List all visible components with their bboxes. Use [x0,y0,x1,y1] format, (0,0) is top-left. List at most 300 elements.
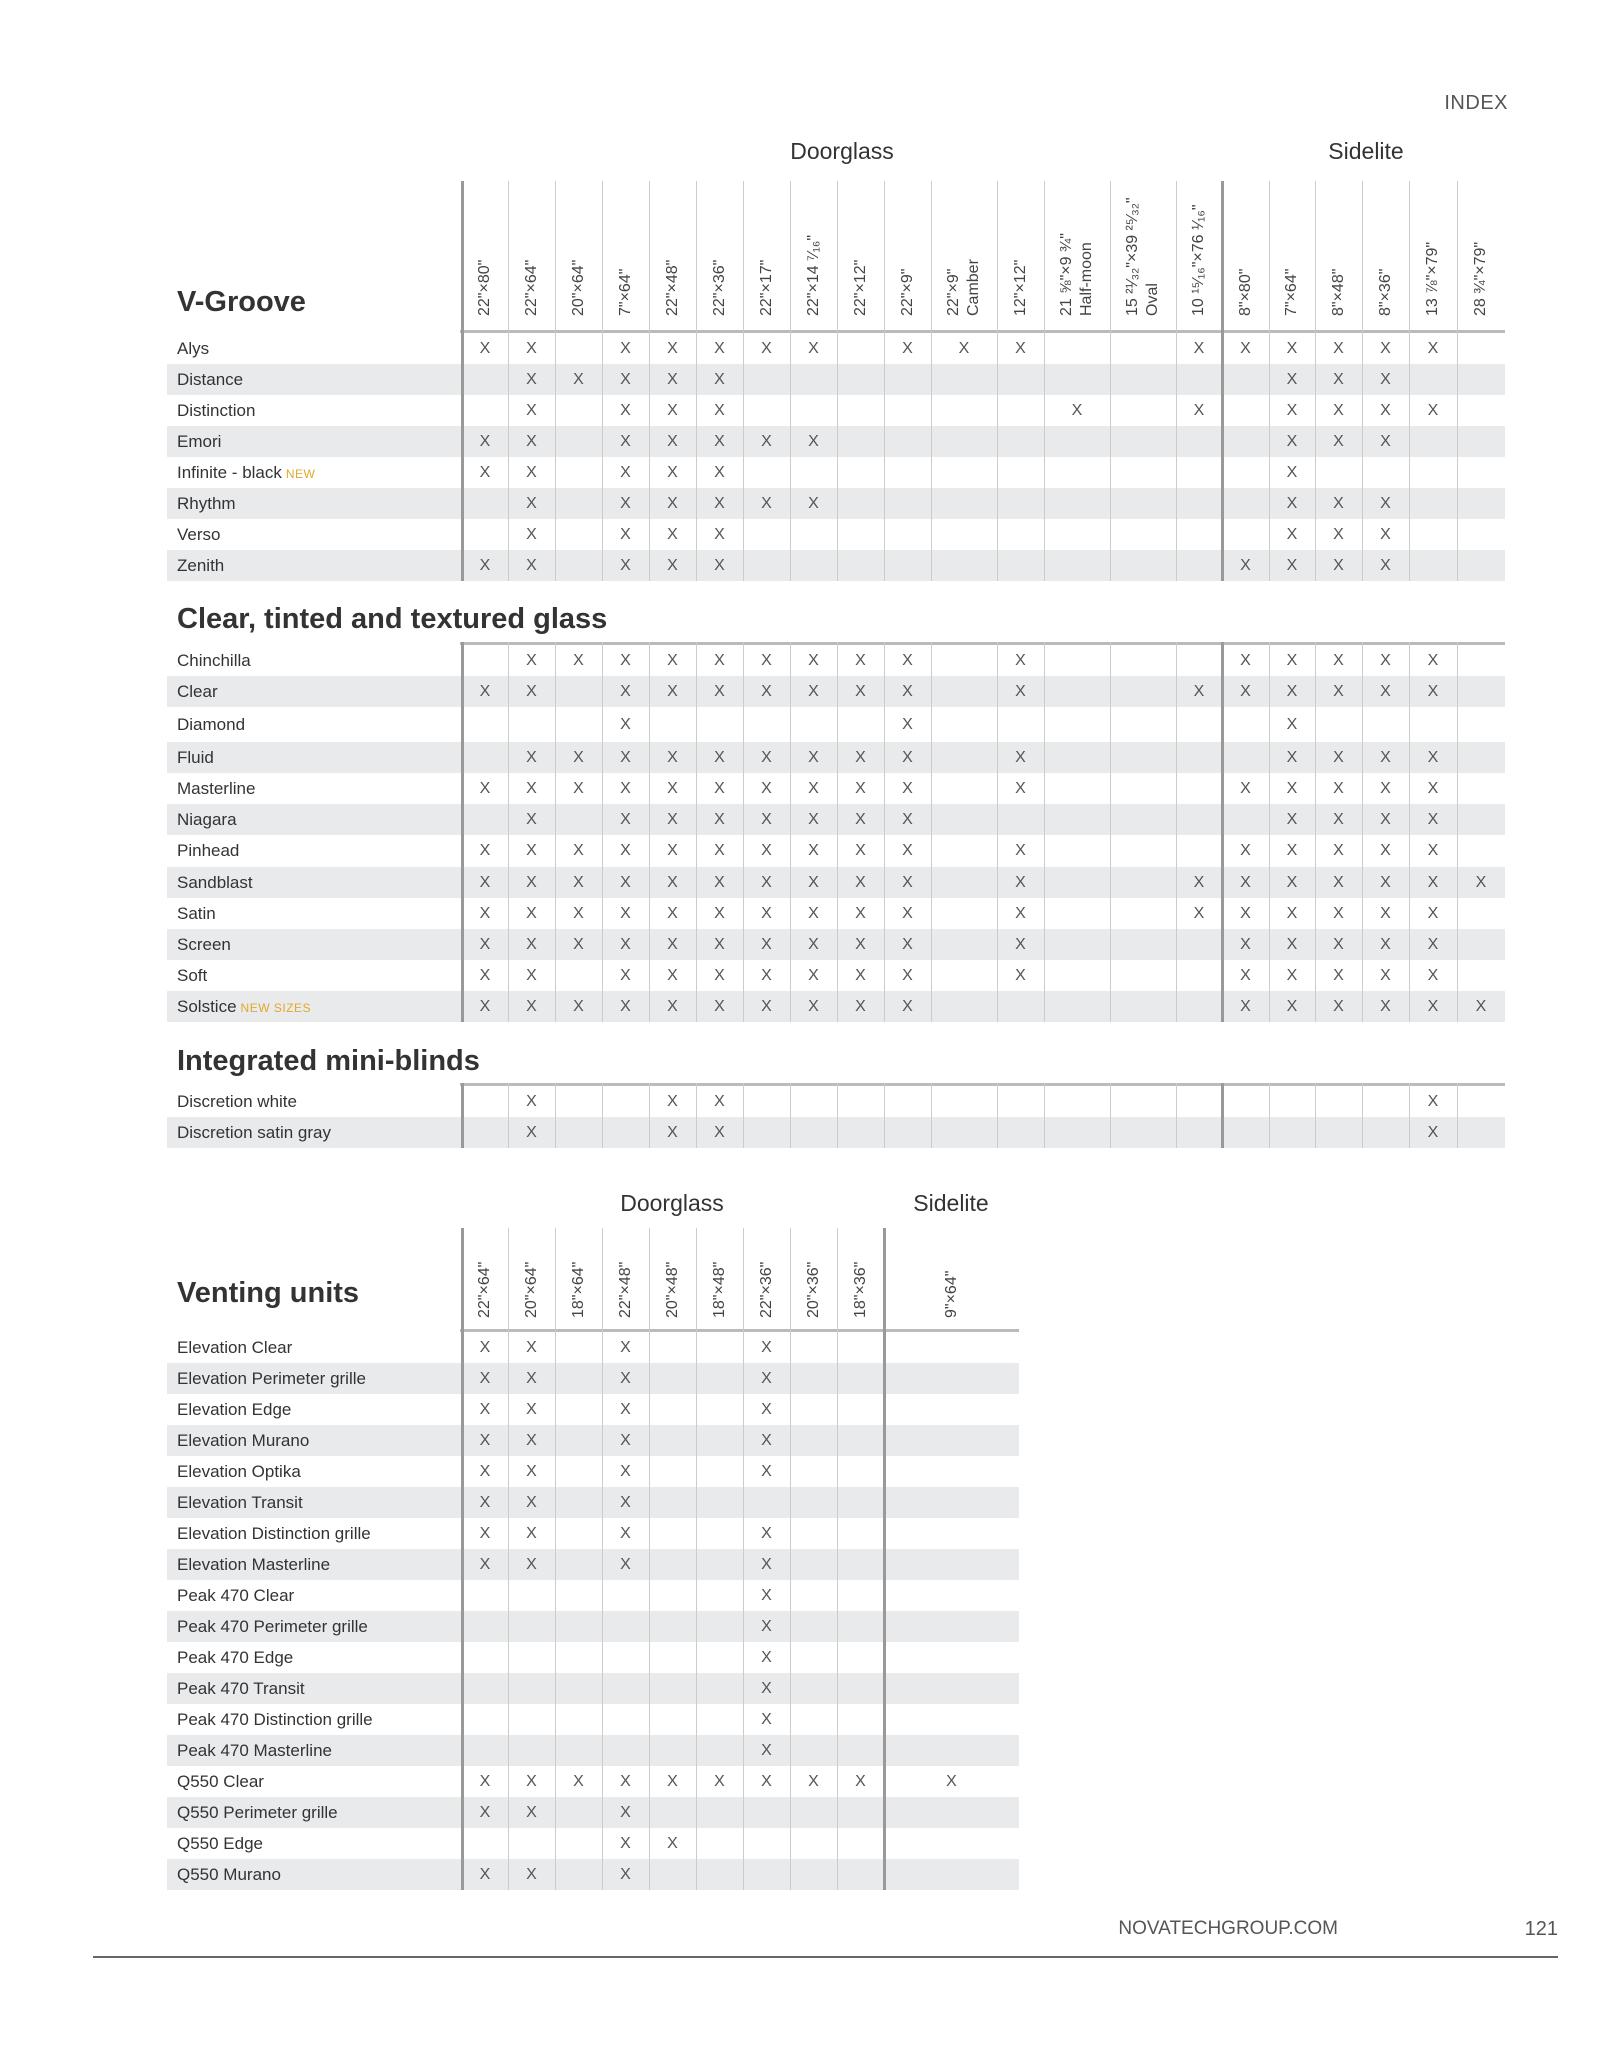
mark-cell: X [667,811,678,828]
table-row [167,1487,1019,1518]
column-divider [1044,181,1045,581]
column-divider [696,642,697,1022]
row-label [177,742,214,773]
mark-cell: X [573,780,584,797]
column-divider [649,1083,650,1148]
mark-cell: X [761,1773,772,1790]
row-label [177,426,221,457]
mark-cell: X [620,1401,631,1418]
mark-cell: X [1286,526,1298,543]
section-title: Venting units [177,1277,360,1309]
mark-cell: X [1380,842,1391,859]
mark-cell: X [1015,905,1026,922]
footer-website[interactable]: NOVATECHGROUP.COM [1118,1918,1338,1939]
mark-cell: X [855,842,866,859]
table-row [167,773,1505,804]
mark-cell: X [479,340,491,357]
group-label-doorglass: Doorglass [620,1190,724,1216]
row-label-text: Masterline [177,779,256,798]
column-header [1269,185,1315,330]
mark-cell: X [620,936,631,953]
column-header [743,185,790,330]
mark-cell: X [855,652,866,669]
table-row [167,1394,1019,1425]
mark-cell: X [902,811,913,828]
column-header-label [1189,204,1209,316]
mark-cell: X [1333,683,1344,700]
index-label: INDEX [1444,92,1508,114]
row-label-text: Screen [177,935,231,954]
column-header [555,185,602,330]
mark-cell: X [620,874,631,891]
row-label [177,676,218,707]
mark-cell: X [946,1773,957,1790]
mark-cell: X [1333,402,1344,419]
mark-cell: X [667,967,678,984]
table-row [167,1518,1019,1549]
mark-cell: X [667,1093,678,1110]
mark-cell: X [620,716,631,733]
column-header-line: 22"×36" [757,1261,775,1318]
mark-cell: X [620,749,631,766]
mark-cell: X [526,1093,537,1110]
mark-cell: X [714,967,725,984]
column-divider [1409,181,1410,581]
column-header-line: 28 ¾"×79" [1472,241,1489,316]
mark-cell: X [714,652,725,669]
column-header-label [569,1262,589,1318]
mark-cell: X [526,1494,537,1511]
row-label [177,898,216,929]
row-label-text: Distance [177,370,244,389]
mark-cell: X [1380,402,1391,419]
row-label-text: Q550 Clear [177,1772,264,1791]
column-header [508,185,555,330]
column-header [1409,185,1457,330]
row-label [177,773,255,804]
column-header-line: 20"×48" [663,1261,681,1318]
mark-cell: X [479,1525,491,1542]
column-header-line: 18"×48" [710,1261,728,1318]
column-header [790,1232,837,1332]
mark-cell: X [761,780,772,797]
table-row [167,898,1505,929]
mark-cell: X [1015,967,1026,984]
column-header-label [710,1262,730,1318]
mark-cell: X [1427,874,1439,891]
table-row [167,1828,1019,1859]
mark-cell: X [855,874,866,891]
mark-cell: X [526,1773,537,1790]
mark-cell: X [1286,402,1298,419]
mark-cell: X [620,371,631,388]
column-divider [743,1228,744,1890]
column-divider [837,181,838,581]
mark-cell: X [1286,652,1298,669]
row-label-text: Diamond [177,715,246,734]
column-header-line: 12"×12" [1011,259,1029,316]
mark-cell: X [620,495,631,512]
mark-cell: X [1333,433,1344,450]
column-header-line: 22"×48" [616,1261,634,1318]
mark-cell: X [1286,464,1298,481]
column-header [508,1232,555,1332]
mark-cell: X [526,998,537,1015]
row-label-text: Elevation Distinction grille [177,1524,371,1543]
mark-cell: X [526,936,537,953]
mark-cell: X [1286,495,1298,512]
row-label-text: Distinction [177,401,256,420]
column-header [602,1232,649,1332]
column-header [790,185,837,330]
column-divider [508,1228,509,1890]
mark-cell: X [808,495,819,512]
row-label-text: Sandblast [177,873,253,892]
mark-cell: X [855,998,866,1015]
mark-cell: X [1380,811,1391,828]
table-row [167,1642,1019,1673]
mark-cell: X [902,780,913,797]
mark-cell: X [1427,340,1439,357]
mark-cell: X [1380,495,1391,512]
column-header [1044,185,1110,330]
mark-cell: X [620,652,631,669]
mark-cell: X [479,1339,491,1356]
mark-cell: X [902,716,913,733]
column-divider [555,181,556,581]
mark-cell: X [479,1401,491,1418]
group-divider [1221,181,1224,581]
mark-cell: X [1286,749,1298,766]
mark-cell: X [479,936,491,953]
mark-cell: X [1015,652,1026,669]
mark-cell: X [667,905,678,922]
mark-cell: X [714,402,725,419]
mark-cell: X [1427,905,1439,922]
mark-cell: X [1333,557,1344,574]
mark-cell: X [1380,340,1391,357]
column-divider [884,1083,885,1148]
row-label [177,1580,294,1611]
mark-cell: X [1286,683,1298,700]
column-divider [696,1228,697,1890]
mark-cell: X [573,371,584,388]
mark-cell: X [761,998,772,1015]
mark-cell: X [1193,340,1205,357]
mark-cell: X [620,811,631,828]
mark-cell: X [667,433,678,450]
mark-cell: X [479,1804,491,1821]
column-header [884,1232,1019,1332]
mark-cell: X [667,402,678,419]
column-divider [790,1083,791,1148]
column-divider [884,181,885,581]
mark-cell: X [1380,683,1391,700]
column-header-line: 15 ²¹⁄₃₂"×39 ²⁵⁄₃₂" [1124,197,1141,316]
column-header-label [663,1262,683,1318]
mark-cell: X [1333,936,1344,953]
row-label-text: Peak 470 Transit [177,1679,305,1698]
column-divider [1457,181,1458,581]
mark-cell: X [714,1124,725,1141]
column-header-line: Half-moon [1078,242,1095,316]
row-label-text: Rhythm [177,494,236,513]
mark-cell: X [902,967,913,984]
mark-cell: X [761,433,772,450]
mark-cell: X [479,433,491,450]
table-row [167,488,1505,519]
group-label-sidelite: Sidelite [1328,138,1404,164]
row-label-text: Q550 Murano [177,1865,281,1884]
mark-cell: X [526,495,537,512]
mark-cell: X [714,842,725,859]
column-header-label [804,1262,824,1318]
row-label-text: Zenith [177,556,225,575]
row-label [177,1456,301,1487]
mark-cell: X [808,811,819,828]
mark-cell: X [1333,526,1344,543]
mark-cell: X [479,1556,491,1573]
column-header-label [1376,269,1396,316]
column-header-line: 8"×80" [1236,268,1254,316]
column-header-line: 10 ¹⁵⁄₁₆"×76 ¹⁄₁₆" [1190,204,1207,316]
column-header-line: 20"×64" [522,1261,540,1318]
mark-cell: X [714,464,725,481]
mark-cell: X [761,1680,772,1697]
mark-cell: X [714,936,725,953]
mark-cell: X [526,1124,537,1141]
mark-cell: X [620,557,631,574]
mark-cell: X [902,652,913,669]
mark-cell: X [526,557,537,574]
mark-cell: X [1015,749,1026,766]
mark-cell: X [573,998,584,1015]
mark-cell: X [1240,905,1251,922]
group-divider [461,642,464,1022]
row-label-text: Elevation Optika [177,1462,301,1481]
column-header-line: 18"×64" [569,1261,587,1318]
column-header-line: 22"×36" [710,259,728,316]
mark-cell: X [667,340,678,357]
column-header-line: 18"×36" [851,1261,869,1318]
mark-cell: X [1286,371,1298,388]
mark-cell: X [620,1463,631,1480]
group-divider [883,1228,886,1890]
mark-cell: X [526,1525,537,1542]
row-label-text: Elevation Perimeter grille [177,1369,366,1388]
table-row [167,395,1505,426]
mark-cell: X [1286,433,1298,450]
mark-cell: X [620,780,631,797]
mark-cell: X [902,749,913,766]
column-header-label [944,259,984,316]
mark-cell: X [526,464,537,481]
mark-cell: X [761,936,772,953]
row-label [177,960,207,991]
column-divider [1457,1083,1458,1148]
mark-cell: X [761,1401,772,1418]
mark-cell: X [714,495,725,512]
row-label [177,1117,331,1148]
column-divider [1362,181,1363,581]
row-label [177,550,224,581]
row-label [177,645,251,676]
mark-cell: X [526,371,537,388]
mark-cell: X [1286,557,1298,574]
mark-cell: X [808,842,819,859]
mark-cell: X [1333,905,1344,922]
mark-cell: X [808,780,819,797]
mark-cell: X [1427,998,1439,1015]
mark-cell: X [573,1773,584,1790]
mark-cell: X [761,842,772,859]
mark-cell: X [761,683,772,700]
table-row [167,1859,1019,1890]
row-label-text: Satin [177,904,216,923]
mark-cell: X [855,749,866,766]
table-row [167,867,1505,898]
column-header-line: Oval [1144,283,1161,316]
mark-cell: X [1380,749,1391,766]
mark-cell: X [620,967,631,984]
column-divider [884,642,885,1022]
mark-cell: X [761,749,772,766]
column-header-line: 22"×80" [476,259,493,316]
mark-cell: X [714,749,725,766]
mark-cell: X [714,1773,725,1790]
mark-cell: X [958,340,970,357]
mark-cell: X [573,874,584,891]
mark-cell: X [479,464,491,481]
mark-cell: X [479,1494,491,1511]
column-header-label [710,260,730,316]
mark-cell: X [1380,433,1391,450]
table-row [167,1611,1019,1642]
table-row [167,519,1505,550]
row-label [177,929,231,960]
column-header [997,185,1044,330]
mark-cell: X [1240,967,1251,984]
mark-cell: X [761,1463,772,1480]
mark-cell: X [620,526,631,543]
mark-cell: X [808,874,819,891]
row-label-text: Elevation Murano [177,1431,310,1450]
mark-cell: X [1333,998,1344,1015]
column-header [837,1232,884,1332]
column-header-label [1471,242,1491,316]
table-row [167,1086,1505,1117]
mark-cell: X [808,340,819,357]
table-row [167,929,1505,960]
section-title: V-Groove [177,286,306,318]
row-label [177,1735,332,1766]
mark-cell: X [479,683,491,700]
mark-cell: X [573,652,584,669]
mark-cell: X [1333,874,1344,891]
column-divider [508,1083,509,1148]
mark-cell: X [902,683,913,700]
row-label [177,1363,366,1394]
column-divider [1362,1083,1363,1148]
mark-cell: X [479,1773,491,1790]
mark-cell: X [620,1370,631,1387]
mark-cell: X [1286,842,1298,859]
row-label-text: Q550 Edge [177,1834,264,1853]
group-divider [1221,642,1224,1022]
column-divider [1269,181,1270,581]
mark-cell: X [761,1742,772,1759]
mark-cell: X [526,1866,537,1883]
mark-cell: X [1380,652,1391,669]
table-row [167,1332,1019,1363]
mark-cell: X [714,526,725,543]
mark-cell: X [808,967,819,984]
row-label [177,1828,263,1859]
row-label-text: Verso [177,525,221,544]
mark-cell: X [1427,811,1439,828]
column-divider [743,181,744,581]
mark-cell: X [1193,402,1205,419]
group-label-sidelite: Sidelite [913,1190,989,1216]
column-header-label [475,1262,495,1318]
row-label [177,1549,330,1580]
mark-cell: X [573,842,584,859]
group-divider [461,1228,464,1890]
mark-cell: X [667,557,678,574]
column-header [602,185,649,330]
column-divider [1176,181,1177,581]
row-label [177,364,243,395]
row-label-text: Peak 470 Masterline [177,1741,332,1760]
column-divider [1315,1083,1316,1148]
mark-cell: X [526,905,537,922]
mark-cell: X [667,749,678,766]
mark-cell: X [714,371,725,388]
mark-cell: X [714,998,725,1015]
mark-cell: X [1427,936,1439,953]
mark-cell: X [667,874,678,891]
column-divider [790,1228,791,1890]
column-header-label [898,269,918,316]
row-label-text: Peak 470 Clear [177,1586,295,1605]
mark-cell: X [1286,905,1298,922]
column-header [1176,185,1222,330]
row-label-text: Peak 470 Distinction grille [177,1710,373,1729]
column-divider [602,1228,603,1890]
mark-cell: X [620,1432,631,1449]
mark-cell: X [620,1804,631,1821]
table-row [167,742,1505,773]
column-divider [1362,642,1363,1022]
mark-cell: X [714,557,725,574]
column-header-line: 22"×12" [851,259,869,316]
mark-cell: X [808,998,819,1015]
column-divider [555,1228,556,1890]
mark-cell: X [761,1432,772,1449]
row-label [177,1425,309,1456]
column-divider [555,1083,556,1148]
mark-cell: X [573,749,584,766]
row-label [177,804,237,835]
table-row [167,1363,1019,1394]
column-header-line: 13 ⅞"×79" [1424,241,1441,316]
mark-cell: X [526,780,537,797]
column-header [1110,185,1176,330]
mark-cell: X [526,1804,537,1821]
column-header-label [804,235,824,316]
column-divider [649,181,650,581]
row-label-text: Q550 Perimeter grille [177,1803,338,1822]
